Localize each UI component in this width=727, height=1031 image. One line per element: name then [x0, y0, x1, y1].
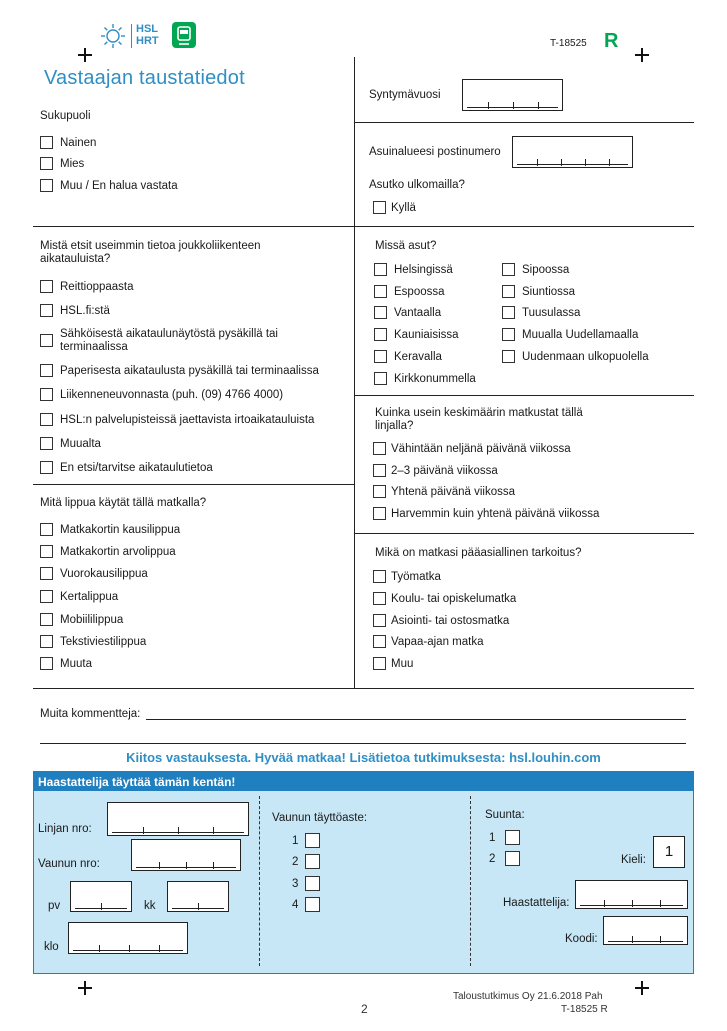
- comments-line[interactable]: [146, 719, 686, 720]
- residence-checkbox[interactable]: [374, 306, 387, 319]
- purpose-option: Asiointi- tai ostosmatka: [391, 615, 510, 627]
- language-value: 1: [664, 843, 674, 860]
- direction-number: 1: [489, 832, 496, 844]
- ticket-checkbox[interactable]: [40, 590, 53, 603]
- ticket-checkbox[interactable]: [40, 545, 53, 558]
- residence-checkbox[interactable]: [374, 285, 387, 298]
- purpose-checkbox[interactable]: [373, 570, 386, 583]
- birth-year-label: Syntymävuosi: [369, 89, 441, 101]
- direction-number: 2: [489, 853, 496, 865]
- purpose-checkbox[interactable]: [373, 592, 386, 605]
- purpose-option: Muu: [391, 658, 414, 670]
- direction-checkbox[interactable]: [505, 851, 520, 866]
- purpose-label: Mikä on matkasi pääasiallinen tarkoitus?: [375, 547, 582, 559]
- frequency-checkbox[interactable]: [373, 507, 386, 520]
- info-source-checkbox[interactable]: [40, 280, 53, 293]
- gender-checkbox[interactable]: [40, 157, 53, 170]
- code-label: Koodi:: [565, 933, 598, 945]
- registration-mark: [78, 981, 92, 995]
- frequency-option: Harvemmin kuin yhtenä päivänä viikossa: [391, 508, 600, 520]
- purpose-option: Vapaa-ajan matka: [391, 636, 484, 648]
- footer-company: Taloustutkimus Oy 21.6.2018 Pah: [453, 991, 603, 1002]
- direction-checkbox[interactable]: [505, 830, 520, 845]
- purpose-checkbox[interactable]: [373, 614, 386, 627]
- postcode-field[interactable]: [512, 136, 633, 168]
- frequency-checkbox[interactable]: [373, 442, 386, 455]
- purpose-checkbox[interactable]: [373, 657, 386, 670]
- frequency-option: Vähintään neljänä päivänä viikossa: [391, 443, 571, 455]
- form-letter: R: [604, 30, 619, 52]
- footer-code: T-18525 R: [561, 1004, 608, 1015]
- page-title: Vastaajan taustatiedot: [44, 67, 245, 89]
- birth-year-field[interactable]: [462, 79, 563, 111]
- info-source-checkbox[interactable]: [40, 334, 53, 347]
- ticket-checkbox[interactable]: [40, 635, 53, 648]
- divider: [33, 484, 354, 485]
- fill-rate-number: 3: [292, 878, 299, 890]
- interviewer-label: Haastattelija:: [503, 897, 570, 909]
- residence-option: Kauniaisissa: [394, 329, 459, 341]
- wagon-number-field[interactable]: [131, 839, 241, 871]
- time-label: klo: [44, 941, 59, 953]
- direction-label: Suunta:: [485, 809, 525, 821]
- fill-rate-checkbox[interactable]: [305, 897, 320, 912]
- logo-text-top: HSL: [136, 23, 158, 35]
- code-field[interactable]: [603, 916, 688, 945]
- wagon-number-label: Vaunun nro:: [38, 858, 100, 870]
- ticket-option: Matkakortin kausilippua: [60, 524, 181, 536]
- ticket-option: Muuta: [60, 658, 92, 670]
- thanks-message: Kiitos vastauksesta. Hyvää matkaa! Lisätietoa tutkimuksesta: hsl.louhin.com: [126, 750, 601, 765]
- info-source-label: Mistä etsit useimmin tietoa joukkoliikenteen aikatauluista?: [40, 240, 261, 265]
- info-source-option: Sähköisestä aikataulunäytöstä pysäkillä tai terminaalissa: [60, 328, 278, 353]
- fill-rate-checkbox[interactable]: [305, 833, 320, 848]
- language-label: Kieli:: [621, 854, 646, 866]
- residence-checkbox[interactable]: [374, 350, 387, 363]
- divider: [354, 226, 694, 227]
- comments-label: Muita kommentteja:: [40, 708, 141, 720]
- frequency-option: 2–3 päivänä viikossa: [391, 465, 498, 477]
- line-number-label: Linjan nro:: [38, 823, 92, 835]
- residence-checkbox[interactable]: [374, 263, 387, 276]
- interviewer-heading: Haastattelija täyttää tämän kentän!: [34, 772, 693, 791]
- postcode-label: Asuinalueesi postinumero: [369, 146, 501, 158]
- residence-option: Vantaalla: [394, 307, 442, 319]
- fill-rate-number: 4: [292, 899, 299, 911]
- month-field[interactable]: [167, 881, 229, 912]
- gender-checkbox[interactable]: [40, 179, 53, 192]
- abroad-label: Asutko ulkomailla?: [369, 179, 465, 191]
- interviewer-field[interactable]: [575, 880, 688, 909]
- info-source-checkbox[interactable]: [40, 304, 53, 317]
- divider: [33, 226, 354, 227]
- info-source-option: Muualta: [60, 438, 101, 450]
- info-source-checkbox[interactable]: [40, 461, 53, 474]
- info-source-option: HSL:n palvelupisteissä jaettavista irtoaikatauluista: [60, 414, 315, 426]
- fill-rate-label: Vaunun täyttöaste:: [272, 812, 368, 824]
- info-source-checkbox[interactable]: [40, 437, 53, 450]
- residence-option: Sipoossa: [522, 264, 570, 276]
- line-number-field[interactable]: [107, 802, 249, 836]
- registration-mark: [635, 48, 649, 62]
- residence-option: Uudenmaan ulkopuolella: [522, 351, 649, 363]
- residence-checkbox[interactable]: [502, 285, 515, 298]
- column-divider: [354, 57, 355, 688]
- sun-icon: [100, 23, 126, 49]
- registration-mark: [78, 48, 92, 62]
- form-code: T-18525: [550, 38, 587, 49]
- frequency-checkbox[interactable]: [373, 464, 386, 477]
- panel-divider: [259, 796, 260, 966]
- frequency-checkbox[interactable]: [373, 485, 386, 498]
- ticket-checkbox[interactable]: [40, 567, 53, 580]
- info-source-option: Liikenneneuvonnasta (puh. (09) 4766 4000): [60, 389, 284, 401]
- language-field[interactable]: [653, 836, 685, 868]
- residence-option: Siuntiossa: [522, 286, 576, 298]
- purpose-option: Koulu- tai opiskelumatka: [391, 593, 517, 605]
- month-label: kk: [144, 900, 156, 912]
- abroad-option: Kyllä: [391, 202, 416, 214]
- day-label: pv: [48, 900, 61, 912]
- interviewer-panel: [33, 771, 694, 974]
- page-number: 2: [361, 1002, 368, 1016]
- ticket-checkbox[interactable]: [40, 523, 53, 536]
- residence-option: Kirkkonummella: [394, 373, 476, 385]
- ticket-option: Tekstiviestilippua: [60, 636, 147, 648]
- residence-option: Espoossa: [394, 286, 445, 298]
- info-source-checkbox[interactable]: [40, 388, 53, 401]
- gender-option: Nainen: [60, 137, 97, 149]
- residence-checkbox[interactable]: [374, 328, 387, 341]
- residence-checkbox[interactable]: [502, 350, 515, 363]
- gender-checkbox[interactable]: [40, 136, 53, 149]
- ticket-option: Matkakortin arvolippua: [60, 546, 176, 558]
- info-source-checkbox[interactable]: [40, 413, 53, 426]
- ticket-option: Mobiililippua: [60, 614, 124, 626]
- gender-label: Sukupuoli: [40, 110, 91, 122]
- ticket-checkbox[interactable]: [40, 657, 53, 670]
- residence-option: Keravalla: [394, 351, 442, 363]
- residence-option: Helsingissä: [394, 264, 453, 276]
- purpose-option: Työmatka: [391, 571, 441, 583]
- comments-line[interactable]: [40, 743, 686, 744]
- fill-rate-checkbox[interactable]: [305, 876, 320, 891]
- ticket-option: Vuorokausilippua: [60, 568, 148, 580]
- fill-rate-number: 2: [292, 856, 299, 868]
- ticket-option: Kertalippua: [60, 591, 119, 603]
- time-field[interactable]: [68, 922, 188, 954]
- residence-checkbox[interactable]: [502, 263, 515, 276]
- registration-mark: [635, 981, 649, 995]
- ticket-label: Mitä lippua käytät tällä matkalla?: [40, 497, 207, 509]
- residence-checkbox[interactable]: [502, 306, 515, 319]
- abroad-checkbox[interactable]: [373, 201, 386, 214]
- info-source-checkbox[interactable]: [40, 364, 53, 377]
- fill-rate-checkbox[interactable]: [305, 854, 320, 869]
- info-source-option: Paperisesta aikataulusta pysäkillä tai terminaalissa: [60, 365, 319, 377]
- purpose-checkbox[interactable]: [373, 635, 386, 648]
- gender-option: Mies: [60, 158, 85, 170]
- info-source-option: En etsi/tarvitse aikataulutietoa: [60, 462, 213, 474]
- info-source-option: HSL.fi:stä: [60, 305, 110, 317]
- frequency-label: Kuinka usein keskimäärin matkustat tällä linjalla?: [375, 407, 583, 432]
- ticket-checkbox[interactable]: [40, 613, 53, 626]
- fill-rate-number: 1: [292, 835, 299, 847]
- tram-icon: [172, 22, 196, 48]
- hsl-logo: [100, 22, 200, 50]
- divider: [354, 533, 694, 534]
- day-field[interactable]: [70, 881, 132, 912]
- frequency-option: Yhtenä päivänä viikossa: [391, 486, 516, 498]
- divider: [33, 688, 694, 689]
- info-source-option: Reittioppaasta: [60, 281, 134, 293]
- gender-option: Muu / En halua vastata: [60, 180, 178, 192]
- divider: [354, 122, 694, 123]
- residence-label: Missä asut?: [375, 240, 437, 252]
- residence-checkbox[interactable]: [374, 372, 387, 385]
- logo-text-bottom: HRT: [136, 35, 159, 47]
- divider: [354, 395, 694, 396]
- residence-option: Tuusulassa: [522, 307, 581, 319]
- residence-option: Muualla Uudellamaalla: [522, 329, 639, 341]
- panel-divider: [470, 796, 471, 966]
- residence-checkbox[interactable]: [502, 328, 515, 341]
